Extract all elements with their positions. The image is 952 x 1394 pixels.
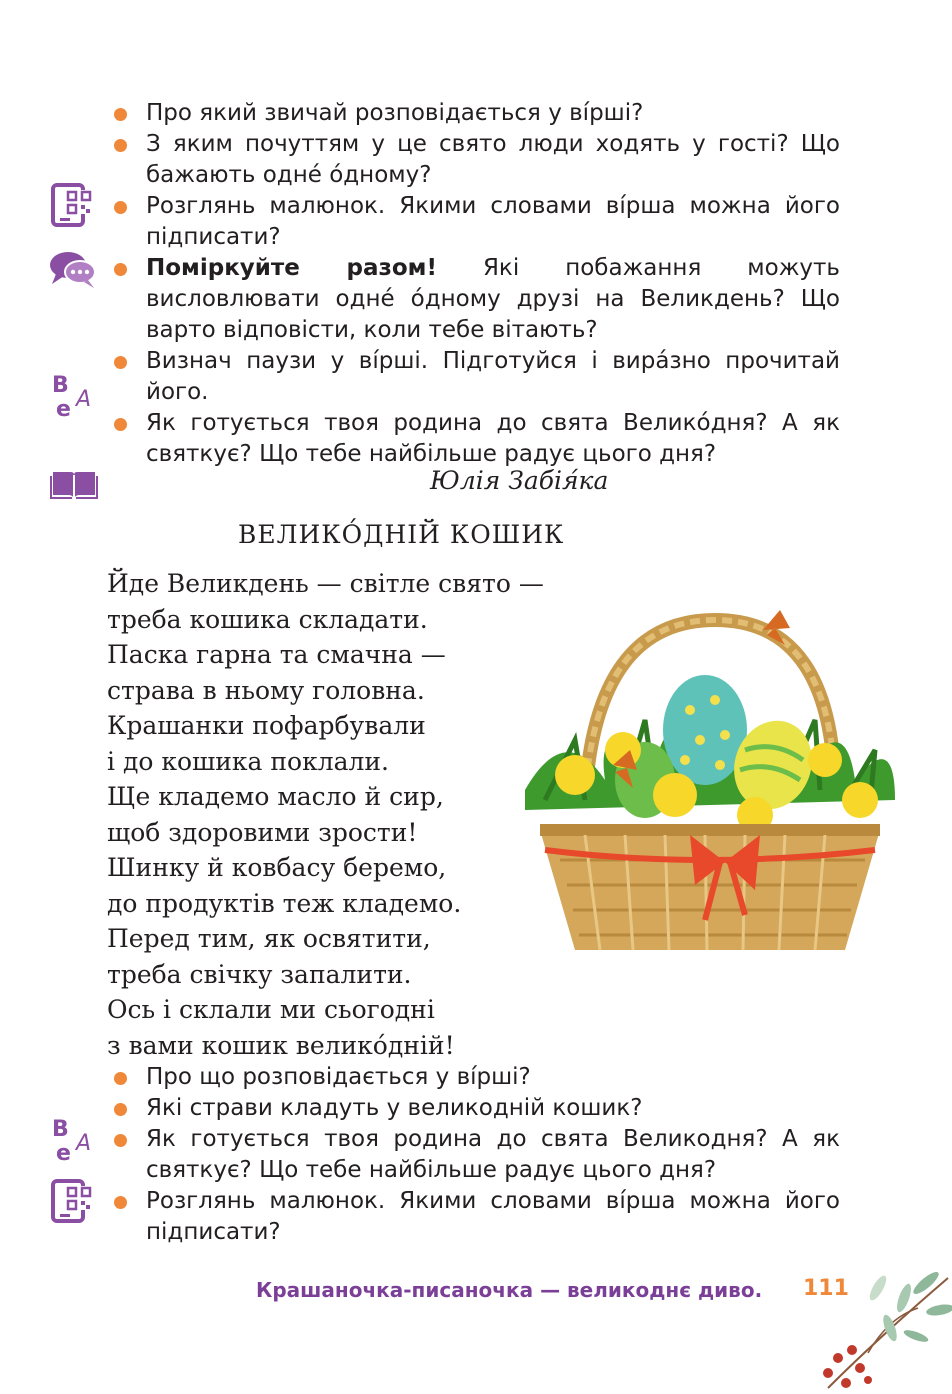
- poem-line: треба свічку запалити.: [107, 959, 412, 989]
- poem-text: [107, 566, 544, 1063]
- poem-line: Паска гарна та смачна —: [107, 640, 446, 669]
- question-item: Поміркуйте разом! Які побажання можуть висловлювати одне́ о́дному друзі на Великдень? Що варто відповісти, коли тебе вітають?: [110, 253, 840, 346]
- bullet-icon: [114, 1196, 127, 1209]
- qr-phone-icon: [50, 1178, 98, 1224]
- svg-text:е: е: [56, 1141, 71, 1166]
- svg-text:В: В: [52, 373, 69, 398]
- berry-branch-decoration: [808, 1258, 952, 1394]
- poem-line: Ось і склали ми сьогодні: [107, 995, 435, 1024]
- bullet-icon: [114, 139, 127, 152]
- poem-line: страва в ньому головна.: [107, 675, 425, 705]
- question-item: З яким почуттям у це свято люди ходять у гості? Що бажають одне́ о́дному?: [110, 129, 840, 191]
- question-item: Про що розповідається у ві́рші?: [110, 1062, 840, 1093]
- vocabulary-icon: [50, 370, 98, 422]
- discussion-icon: [48, 250, 98, 290]
- bullet-icon: [114, 1134, 127, 1147]
- bullet-icon: [114, 201, 127, 214]
- svg-text:А: А: [76, 387, 92, 412]
- poem-line: Ще кладемо масло й сир,: [107, 782, 444, 811]
- page-number: 111: [803, 1276, 849, 1301]
- vocabulary-icon: [50, 1114, 98, 1166]
- book-icon: [50, 466, 98, 500]
- poem-line: Перед тим, як освятити,: [107, 924, 431, 953]
- bullet-icon: [114, 418, 127, 431]
- poem-line: Шинку й ковбасу беремо,: [107, 853, 447, 882]
- qr-phone-icon: [50, 182, 98, 228]
- questions-top: [110, 98, 840, 470]
- question-item: Які страви кладуть у великодній кошик?: [110, 1093, 840, 1124]
- poem-line: і до кошика поклали.: [107, 746, 390, 776]
- poem-line: щоб здоровими зрости!: [107, 817, 418, 847]
- question-item: Про який звичай розповідається у ві́рші?: [110, 98, 840, 129]
- poem-title: ВЕЛИКО́ДНІЙ КОШИК: [238, 520, 565, 549]
- easter-basket-illustration: [505, 600, 905, 960]
- svg-text:В: В: [52, 1117, 69, 1142]
- bullet-icon: [114, 1072, 127, 1085]
- svg-text:е: е: [56, 397, 71, 422]
- bullet-icon: [114, 1103, 127, 1116]
- poem-line: треба кошика складати.: [107, 604, 428, 634]
- bullet-icon: [114, 263, 127, 276]
- svg-text:А: А: [76, 1131, 92, 1156]
- question-item: Розглянь малюнок. Якими словами ві́рша можна його підписати?: [110, 1186, 840, 1248]
- poem-author: Юлія Забія́ка: [430, 466, 609, 495]
- poem-line: до продуктів теж кладемо.: [107, 888, 462, 918]
- question-item: Як готується твоя родина до свята Велико́дня? А як святкує? Що тебе найбільше радує цього дня?: [110, 408, 840, 470]
- bullet-icon: [114, 108, 127, 121]
- poem-line: з вами кошик велико́дній!: [107, 1030, 455, 1060]
- question-item: Розглянь малюнок. Якими словами ві́рша можна його підписати?: [110, 191, 840, 253]
- question-item: Як готується твоя родина до свята Великодня? А як святкує? Що тебе найбільше радує цього дня?: [110, 1124, 840, 1186]
- poem-line: Крашанки пофарбували: [107, 711, 426, 740]
- question-item: Визнач паузи у ві́рші. Підготуйся і вира́зно прочитай його.: [110, 346, 840, 408]
- bullet-icon: [114, 356, 127, 369]
- poem-line: Йде Великдень — світле свято —: [107, 569, 544, 598]
- chapter-footer-title: Крашаночка-писаночка — великоднє диво.: [256, 1278, 763, 1302]
- questions-bottom: [110, 1062, 840, 1248]
